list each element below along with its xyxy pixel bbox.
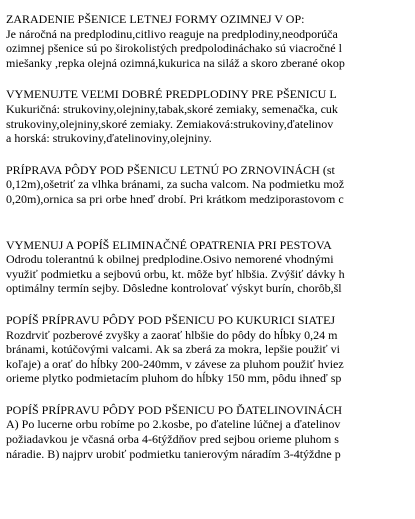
section-heading: VYMENUJTE VEĽMI DOBRÉ PREDPLODINY PRE PŠENICU L xyxy=(6,87,337,102)
text-line: 0,12m),ošetriť za vlhka bránami, za sucha valcom. Na podmietku mož xyxy=(6,177,345,192)
text-line: koľaje) a orať do hĺbky 200-240mm, v závese za pluhom použiť hviez xyxy=(6,356,344,371)
section-priprava-datelinoviny xyxy=(6,403,415,461)
section-heading: VYMENUJ A POPÍŠ ELIMINAČNÉ OPATRENIA PRI PESTOVA xyxy=(6,237,332,252)
text-line: 0,20m),ornica sa pri orbe hneď drobí. Pri krátkom medziporastovom c xyxy=(6,191,344,206)
text-line: využiť podmietku a sejbovú orbu, kt. môže byť hlbšia. Zvýšiť dávky h xyxy=(6,266,345,281)
text-line: ozimnej pšenice sú po širokolistých predpolodináchako sú viacročné l xyxy=(6,41,342,56)
text-line: a horská: strukoviny,ďatelinoviny,olejniny. xyxy=(6,131,212,146)
section-eliminacne-opatrenia xyxy=(6,238,415,296)
section-heading: PRÍPRAVA PÔDY POD PŠENICU LETNÚ PO ZRNOVINÁCH (st xyxy=(6,162,335,177)
text-line: A) Po lucerne orbu robíme po 2.kosbe, po ďateline lúčnej a ďatelinov xyxy=(6,417,341,432)
text-line: Kukuričná: strukoviny,olejniny,tabak,skoré zemiaky, semenačka, cuk xyxy=(6,101,338,116)
text-line: orieme plytko podmietacím pluhom do hĺbky 150 mm, pôdu ihneď sp xyxy=(6,371,342,386)
text-line: Je náročná na predplodinu,citlivo reaguje na predplodiny,neodporúča xyxy=(6,26,338,41)
text-line: náradie. B) najprv urobiť podmietku tanierovým náradím 3-4týždne p xyxy=(6,446,341,461)
text-line: požiadavkou je včasná orba 4-6týždňov pred sejbou orieme pluhom s xyxy=(6,432,339,447)
text-line: Odrodu tolerantnú k obilnej predplodine.Osivo nemorené vhodnými xyxy=(6,252,334,267)
text-line: miešanky ,repka olejná ozimná,kukurica na siláž a skoro zberané okop xyxy=(6,55,345,70)
text-line: Rozdrviť pozberové zvyšky a zaorať hlbšie do pôdy do hĺbky 0,24 m xyxy=(6,327,338,342)
section-heading: POPÍŠ PRÍPRAVU PÔDY POD PŠENICU PO ĎATELINOVINÁCH xyxy=(6,402,343,417)
section-predplodiny xyxy=(6,87,415,145)
text-line: bránami, kotúčovými valcami. Ak sa zberá za mokra, lepšie použiť vi xyxy=(6,342,341,357)
section-heading: POPÍŠ PRÍPRAVU PÔDY POD PŠENICU PO KUKURICI SIATEJ xyxy=(6,312,336,327)
section-heading: ZARADENIE PŠENICE LETNEJ FORMY OZIMNEJ V OP: xyxy=(6,12,305,26)
section-priprava-kukurica xyxy=(6,313,415,386)
text-line: strukoviny,olejniny,skoré zemiaky. Zemiaková:strukoviny,ďatelinov xyxy=(6,116,334,131)
text-line: optimálny termín sejby. Dôsledne kontrolovať výskyt burín, chorôb,šl xyxy=(6,281,342,296)
section-zaradenie xyxy=(6,12,415,70)
section-priprava-zrnoviny xyxy=(6,163,415,207)
